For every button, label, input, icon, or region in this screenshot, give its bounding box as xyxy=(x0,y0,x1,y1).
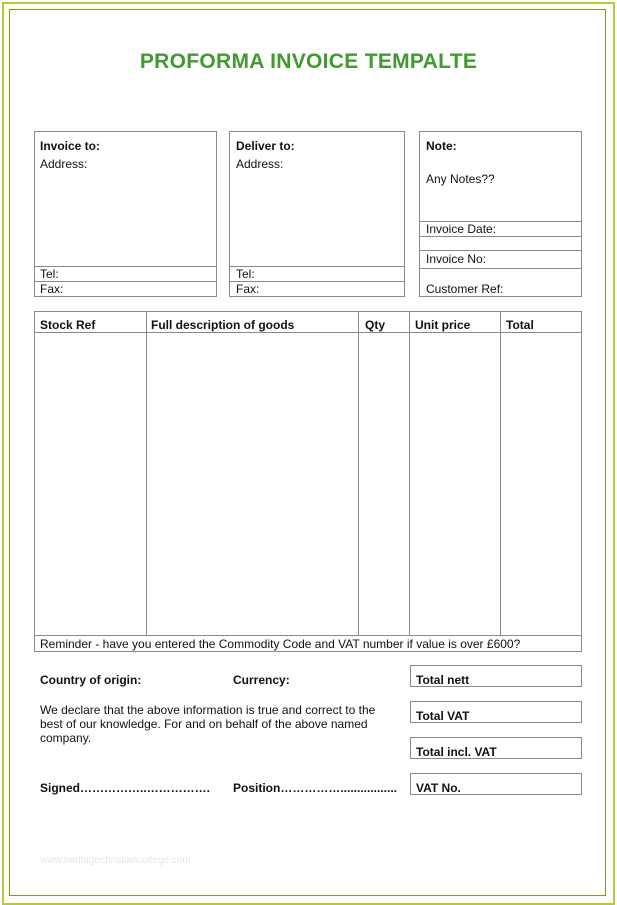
col-divider-2 xyxy=(358,312,359,635)
note-divider-4 xyxy=(420,268,581,269)
reminder-text: Reminder - have you entered the Commodity Code and VAT number if value is over £600? xyxy=(40,637,521,651)
signed-line: Signed……………..……………. xyxy=(40,781,211,795)
col-header-description: Full description of goods xyxy=(151,318,295,332)
invoice-to-tel-label: Tel: xyxy=(40,267,59,281)
position-line: Position……………................. xyxy=(233,781,398,795)
col-header-unit-price: Unit price xyxy=(415,318,471,332)
invoice-to-fax-label: Fax: xyxy=(40,282,64,296)
deliver-to-address-label: Address: xyxy=(236,157,284,171)
invoice-date-label: Invoice Date: xyxy=(426,222,497,236)
invoice-no-label: Invoice No: xyxy=(426,252,487,266)
col-divider-3 xyxy=(409,312,410,635)
col-divider-4 xyxy=(500,312,501,635)
declaration-text: We declare that the above information is true and correct to the best of our knowledge. For and on behalf of the above named company. xyxy=(40,703,376,745)
deliver-to-tel-label: Tel: xyxy=(236,267,255,281)
total-incl-vat-box xyxy=(410,737,582,759)
col-header-stock-ref: Stock Ref xyxy=(40,318,96,332)
deliver-to-fax-label: Fax: xyxy=(236,282,260,296)
col-header-qty: Qty xyxy=(365,318,386,332)
note-body: Any Notes?? xyxy=(426,172,495,186)
total-vat-label: Total VAT xyxy=(416,709,470,723)
note-box xyxy=(419,131,582,297)
items-reminder-divider xyxy=(35,635,581,636)
total-incl-vat-label: Total incl. VAT xyxy=(416,745,497,759)
total-vat-box xyxy=(410,701,582,723)
note-divider-3 xyxy=(420,250,581,251)
invoice-to-heading: Invoice to: xyxy=(40,139,101,153)
invoice-to-box xyxy=(34,131,217,297)
currency-label: Currency: xyxy=(233,673,290,687)
watermark: www.heritagechristiancollege.com xyxy=(40,855,191,866)
vat-no-label: VAT No. xyxy=(416,781,461,795)
note-heading: Note: xyxy=(426,139,457,153)
deliver-to-box xyxy=(229,131,405,297)
col-divider-1 xyxy=(146,312,147,635)
items-table xyxy=(34,311,582,652)
total-nett-label: Total nett xyxy=(416,673,470,687)
country-of-origin-label: Country of origin: xyxy=(40,673,142,687)
note-divider-2 xyxy=(420,236,581,237)
total-nett-box xyxy=(410,665,582,687)
page-title: PROFORMA INVOICE TEMPALTE xyxy=(139,50,478,73)
deliver-to-heading: Deliver to: xyxy=(236,139,295,153)
col-header-total: Total xyxy=(506,318,534,332)
customer-ref-label: Customer Ref: xyxy=(426,282,504,296)
invoice-to-address-label: Address: xyxy=(40,157,88,171)
deliver-to-divider-tel xyxy=(230,266,404,267)
vat-no-box xyxy=(410,773,582,795)
invoice-to-divider-tel xyxy=(35,266,216,267)
